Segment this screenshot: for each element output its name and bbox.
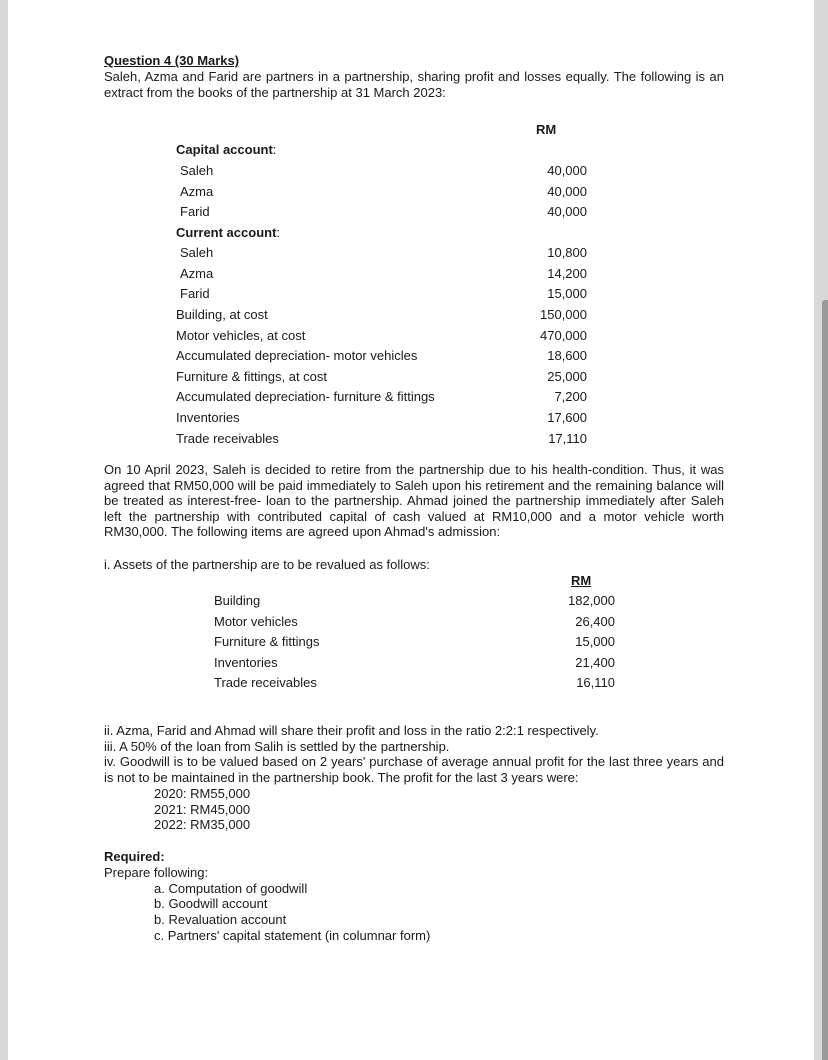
asset-value: 17,110 [548, 431, 587, 446]
document-page [8, 0, 814, 1060]
capital-label: Azma [180, 184, 214, 199]
task-item: b. Goodwill account [154, 896, 268, 911]
revalued-asset-value: 15,000 [575, 634, 615, 649]
revalued-asset-label: Furniture & fittings [214, 634, 320, 649]
required-label: Required: [104, 849, 165, 864]
asset-value: 18,600 [547, 348, 587, 363]
current-label: Saleh [180, 245, 214, 260]
current-account-heading: Current account: [176, 225, 281, 240]
table2-header: RM [571, 573, 592, 588]
asset-value: 17,600 [547, 410, 587, 425]
current-label: Azma [180, 266, 214, 281]
current-value: 14,200 [547, 266, 587, 281]
table1-header: RM [536, 122, 557, 137]
item-ii: ii. Azma, Farid and Ahmad will share their profit and loss in the ratio 2:2:1 respectively. [104, 723, 599, 738]
revalued-asset-label: Inventories [214, 655, 278, 670]
capital-value: 40,000 [547, 204, 587, 219]
asset-label: Trade receivables [176, 431, 279, 446]
revalued-asset-value: 16,110 [576, 675, 615, 690]
revalued-asset-label: Motor vehicles [214, 614, 298, 629]
question-title: Question 4 (30 Marks) [104, 53, 240, 68]
prepare-label: Prepare following: [104, 865, 209, 880]
item-iii: iii. A 50% of the loan from Salih is settled by the partnership. [104, 739, 450, 754]
capital-account-heading: Capital account: [176, 142, 277, 157]
capital-label: Saleh [180, 163, 214, 178]
revalued-asset-label: Trade receivables [214, 675, 317, 690]
asset-label: Accumulated depreciation- motor vehicles [176, 348, 418, 363]
asset-label: Inventories [176, 410, 240, 425]
item-i: i. Assets of the partnership are to be revalued as follows: [104, 557, 430, 572]
revalued-asset-label: Building [214, 593, 261, 608]
asset-label: Building, at cost [176, 307, 268, 322]
profit-year: 2022: RM35,000 [154, 817, 251, 832]
capital-value: 40,000 [547, 163, 587, 178]
asset-value: 7,200 [554, 389, 587, 404]
profit-year: 2021: RM45,000 [154, 802, 251, 817]
capital-label: Farid [180, 204, 210, 219]
asset-label: Motor vehicles, at cost [176, 328, 306, 343]
asset-label: Furniture & fittings, at cost [176, 369, 328, 384]
asset-value: 25,000 [547, 369, 587, 384]
revalued-asset-value: 21,400 [575, 655, 615, 670]
retirement-paragraph: On 10 April 2023, Saleh is decided to retire from the partnership due to his health-condition. Thus, it was agreed that RM50,000 will be paid immediately to Saleh upon his retirement and the remaining balance will be treated as interest-free- loan to the partnership. Ahmad joined the partnership immediately after Saleh left the partnership with contributed capital of cash valued at RM10,000 and a motor vehicle worth RM30,000. The following items are agreed upon Ahmad's admission: [104, 462, 724, 540]
revalued-asset-value: 26,400 [575, 614, 615, 629]
asset-value: 150,000 [540, 307, 587, 322]
task-item: a. Computation of goodwill [154, 881, 308, 896]
task-item: c. Partners' capital statement (in columnar form) [154, 928, 431, 943]
capital-value: 40,000 [547, 184, 587, 199]
intro-paragraph: Saleh, Azma and Farid are partners in a partnership, sharing profit and losses equally. The following is an extract from the books of the partnership at 31 March 2023: [104, 69, 724, 100]
current-value: 10,800 [547, 245, 587, 260]
item-iv: iv. Goodwill is to be valued based on 2 years' purchase of average annual profit for the last three years and is not to be maintained in the partnership book. The profit for the last 3 years were: [104, 754, 724, 785]
revalued-asset-value: 182,000 [568, 593, 615, 608]
scrollbar[interactable] [822, 300, 828, 1060]
asset-value: 470,000 [540, 328, 587, 343]
profit-year: 2020: RM55,000 [154, 786, 251, 801]
task-item: b. Revaluation account [154, 912, 287, 927]
asset-label: Accumulated depreciation- furniture & fittings [176, 389, 435, 404]
current-value: 15,000 [547, 286, 587, 301]
current-label: Farid [180, 286, 210, 301]
